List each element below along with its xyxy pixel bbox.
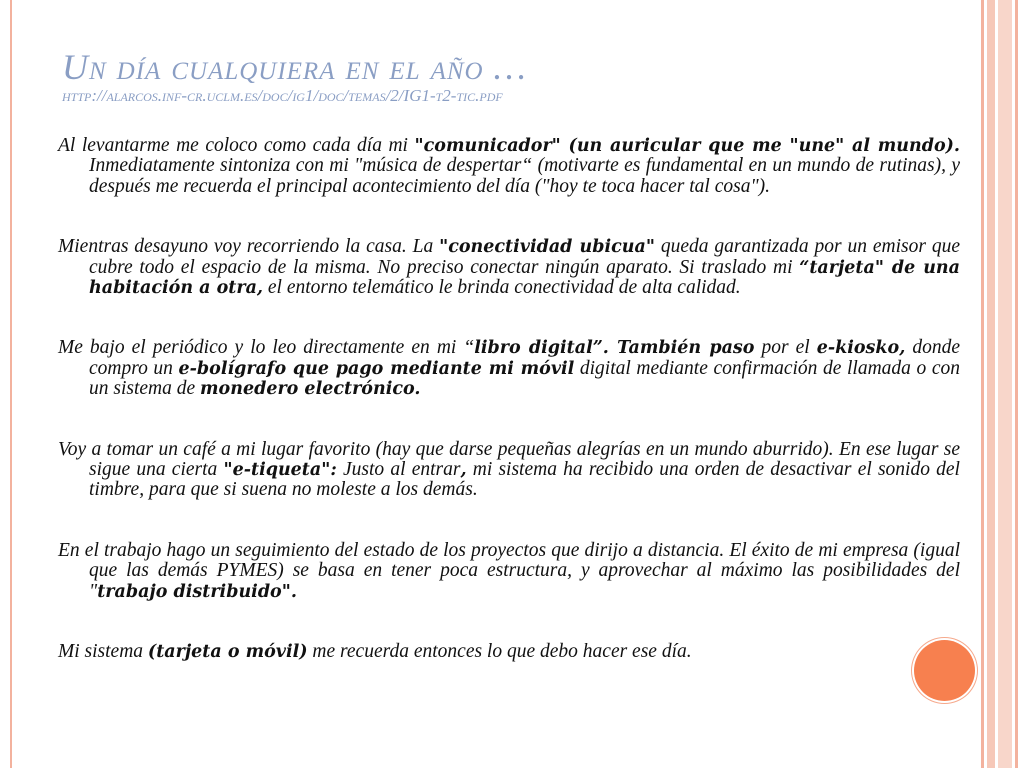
paragraph-comunicador: Al levantarme me coloco como cada día mi "comunicador" (un auricular que me "une" al mundo). Inmediatamente sintoniza con mi "música de despertar“ (motivarte es fundamental en un mundo de rutinas), y después me recuerda el principal acontecimiento del día ("hoy te toca hacer tal cosa"). [58, 135, 961, 197]
paragraph-trabajo: En el trabajo hago un seguimiento del estado de los proyectos que dirijo a distancia. El éxito de mi empresa (igual que las demás PYMES) se basa en tener poca estructura, y aprovechar al máximo las posibilidades del "trabajo distribuido". [58, 539, 960, 602]
slide-body [58, 136, 960, 663]
paragraph-libro-digital: Me bajo el periódico y lo leo directamente en mi “libro digital”. También paso por el e-kiosko, donde compro un e-bolígrafo que pago mediante mi móvil digital mediante confirmación de llamada o con un sistema de monedero electrónico. [58, 337, 961, 400]
frame-left-line [10, 0, 12, 768]
slide-title: Un día cualquiera en el año … [62, 47, 527, 87]
frame-right-line [981, 0, 984, 768]
paragraph-sistema: Mi sistema (tarjeta o móvil) me recuerda entonces lo que debo hacer ese día. [58, 641, 692, 663]
paragraph-cafe: Voy a tomar un café a mi lugar favorito (hay que darse pequeñas alegrías en un mundo aburrido). En ese lugar se sigue una cierta "e-tiqueta": Justo al entrar, mi sistema ha recibido una orden de desactivar el sonido del timbre, para que si suena no moleste a los demás. [58, 438, 960, 501]
frame-right-band [987, 0, 995, 768]
frame-right-band-outer [998, 0, 1012, 768]
decorative-circle [914, 640, 975, 701]
frame-right-edge [1015, 0, 1018, 768]
source-url[interactable]: http://alarcos.inf-cr.uclm.es/doc/ig1/doc/temas/2/IG1-t2-tic.pdf [62, 86, 503, 105]
paragraph-conectividad: Mientras desayuno voy recorriendo la casa. La "conectividad ubicua" queda garantizada por un emisor que cubre todo el espacio de la misma. No preciso conectar ningún aparato. Si traslado mi “tarjeta" de una habitación a otra, el entorno telemático le brinda conectividad de alta calidad. [58, 236, 960, 299]
